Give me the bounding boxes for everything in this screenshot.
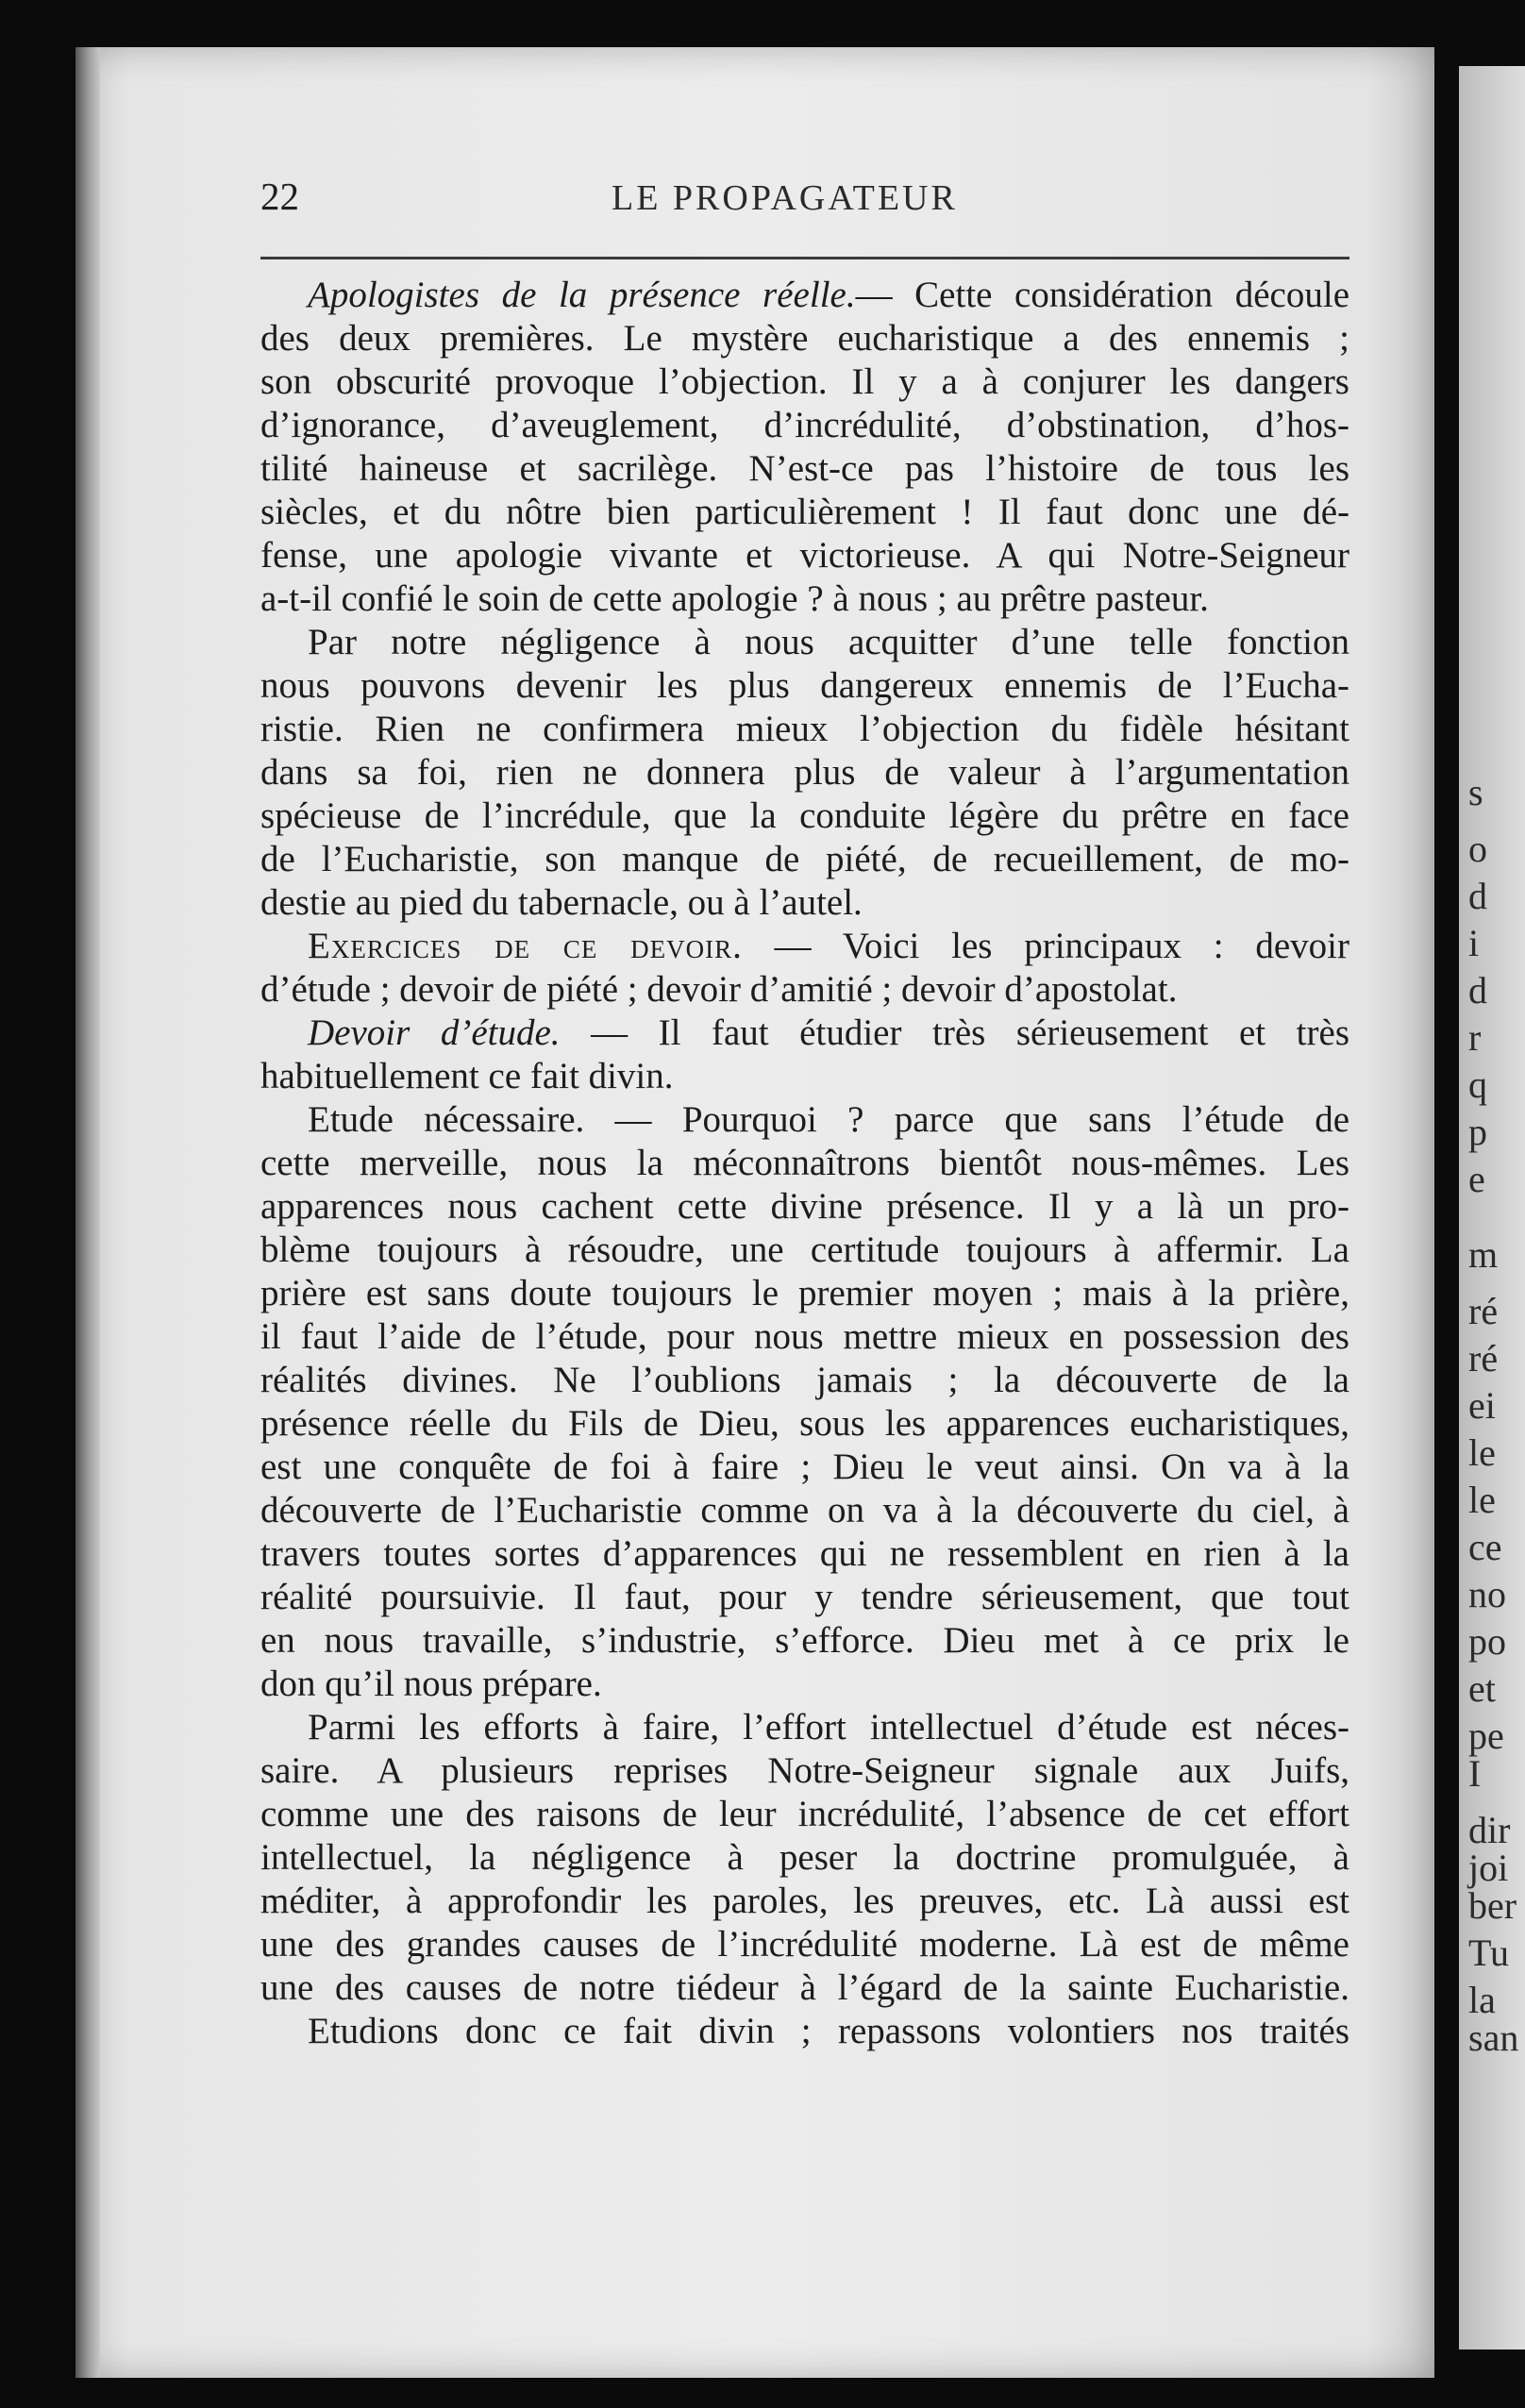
text-line: méditer, à approfondir les paroles, les preuves, etc. Là aussi est (260, 1881, 1349, 1921)
text-line: présence réelle du Fils de Dieu, sous les apparences eucharistiques, (260, 1403, 1349, 1444)
adjacent-page-fragment: ce (1468, 1526, 1502, 1568)
text-line: Etude nécessaire. — Pourquoi ? parce que sans l’étude de (308, 1099, 1349, 1140)
adjacent-page-fragment: i (1468, 922, 1480, 964)
text-line: habituellement ce fait divin. (260, 1056, 674, 1096)
adjacent-page-fragment: m (1468, 1233, 1499, 1276)
text-line: dans sa foi, rien ne donnera plus de valeur à l’argumentation (260, 752, 1349, 793)
text-line: spécieuse de l’incrédule, que la conduite légère du prêtre en face (260, 795, 1349, 836)
text-line: destie au pied du tabernacle, ou à l’autel. (260, 882, 863, 923)
running-title: LE PROPAGATEUR (612, 178, 958, 218)
text-line (260, 1012, 1349, 1055)
text-line: des deux premières. Le mystère eucharistique a des ennemis ; (260, 318, 1349, 359)
text-line: il faut l’aide de l’étude, pour nous mettre mieux en possession des (260, 1316, 1349, 1357)
adjacent-page-fragment: I (1468, 1752, 1482, 1795)
adjacent-page-fragment: la (1468, 1979, 1496, 2021)
page-number: 22 (260, 175, 299, 218)
text-line: prière est sans doute toujours le premier moyen ; mais à la prière, (260, 1273, 1349, 1313)
adjacent-page-fragment: o (1468, 828, 1487, 870)
adjacent-page-fragment: po (1468, 1620, 1506, 1663)
adjacent-page-fragment: p (1468, 1111, 1487, 1153)
text-line: réalité poursuivie. Il faut, pour y tendre sérieusement, que tout (260, 1577, 1349, 1617)
adjacent-page-fragment: Tu (1468, 1931, 1510, 1974)
adjacent-page-fragment: et (1468, 1667, 1496, 1710)
line-text: — Cette considération découle (855, 275, 1349, 315)
text-line (260, 925, 1349, 968)
text-line: don qu’il nous prépare. (260, 1664, 602, 1704)
text-line: Parmi les efforts à faire, l’effort intellectuel d’étude est néces- (308, 1707, 1349, 1747)
text-line: une des causes de notre tiédeur à l’égard de la sainte Eucharistie. (260, 1967, 1349, 2008)
text-line: Etudions donc ce fait divin ; repassons volontiers nos traités (308, 2011, 1349, 2051)
adjacent-page-fragment: san (1468, 2016, 1519, 2059)
adjacent-page-fragment: joi (1468, 1847, 1509, 1889)
text-line: siècles, et du nôtre bien particulièrement ! Il faut donc une dé- (260, 492, 1349, 532)
text-line: blème toujours à résoudre, une certitude toujours à affermir. La (260, 1229, 1349, 1270)
text-line: a-t-il confié le soin de cette apologie ? à nous ; au prêtre pasteur. (260, 578, 1209, 619)
adjacent-page-fragment: e (1468, 1158, 1485, 1200)
adjacent-page-fragment: s (1468, 771, 1483, 813)
body-text (260, 274, 1349, 2053)
adjacent-page-edge (1459, 66, 1525, 2349)
text-line: tilité haineuse et sacrilège. N’est-ce pas l’histoire de tous les (260, 448, 1349, 489)
adjacent-page-fragment: le (1468, 1479, 1496, 1521)
text-line: en nous travaille, s’industrie, s’efforce. Dieu met à ce prix le (260, 1620, 1349, 1661)
text-line: d’ignorance, d’aveuglement, d’incrédulité, d’obstination, d’hos- (260, 405, 1349, 445)
italic-heading: Devoir d’étude. (308, 1012, 561, 1053)
italic-heading: Apologistes de la présence réelle. (308, 275, 856, 315)
text-line: d’étude ; devoir de piété ; devoir d’amitié ; devoir d’apostolat. (260, 969, 1178, 1010)
adjacent-page-fragment: d (1468, 969, 1487, 1012)
text-line: une des grandes causes de l’incrédulité moderne. Là est de même (260, 1924, 1349, 1965)
adjacent-page-fragment: no (1468, 1573, 1506, 1615)
line-text: — Voici les principaux : devoir (742, 926, 1349, 966)
page-header (260, 174, 1349, 230)
text-line: nous pouvons devenir les plus dangereux ennemis de l’Eucha- (260, 665, 1349, 706)
text-line: cette merveille, nous la méconnaîtrons bientôt nous-mêmes. Les (260, 1143, 1349, 1183)
text-line (260, 274, 1349, 317)
text-line: fense, une apologie vivante et victorieuse. A qui Notre-Seigneur (260, 535, 1349, 576)
text-line: de l’Eucharistie, son manque de piété, de recueillement, de mo- (260, 839, 1349, 879)
adjacent-page-fragment: q (1468, 1063, 1487, 1106)
text-line: son obscurité provoque l’objection. Il y a à conjurer les dangers (260, 361, 1349, 402)
adjacent-page-fragment: r (1468, 1016, 1482, 1059)
text-line: apparences nous cachent cette divine présence. Il y a là un pro- (260, 1186, 1349, 1227)
text-line: intellectuel, la négligence à peser la doctrine promulguée, à (260, 1837, 1349, 1878)
page-binding-shadow (75, 47, 100, 2378)
text-line: ristie. Rien ne confirmera mieux l’objection du fidèle hésitant (260, 709, 1349, 749)
text-line: découverte de l’Eucharistie comme on va à la découverte du ciel, à (260, 1490, 1349, 1530)
adjacent-page-fragment: ber (1468, 1884, 1517, 1927)
adjacent-page-fragment: d (1468, 875, 1487, 917)
adjacent-page-fragment: le (1468, 1431, 1496, 1474)
text-line: saire. A plusieurs reprises Notre-Seigneur signale aux Juifs, (260, 1750, 1349, 1791)
adjacent-page-fragment: pe (1468, 1714, 1504, 1757)
line-text: — Il faut étudier très sérieusement et très (560, 1012, 1349, 1053)
text-line: est une conquête de foi à faire ; Dieu le veut ainsi. On va à la (260, 1446, 1349, 1487)
text-line: Par notre négligence à nous acquitter d’une telle fonction (308, 622, 1349, 662)
adjacent-page-fragment: ré (1468, 1337, 1499, 1380)
adjacent-page-fragment: dir (1468, 1809, 1511, 1851)
text-line: comme une des raisons de leur incrédulité, l’absence de cet effort (260, 1794, 1349, 1834)
header-rule (260, 257, 1349, 259)
text-line: réalités divines. Ne l’oublions jamais ; la découverte de la (260, 1360, 1349, 1400)
adjacent-page-fragment: ei (1468, 1384, 1496, 1427)
smallcaps-heading: Exercices de ce devoir. (308, 926, 743, 966)
text-line: travers toutes sortes d’apparences qui ne ressemblent en rien à la (260, 1533, 1349, 1574)
adjacent-page-fragment: ré (1468, 1290, 1499, 1332)
